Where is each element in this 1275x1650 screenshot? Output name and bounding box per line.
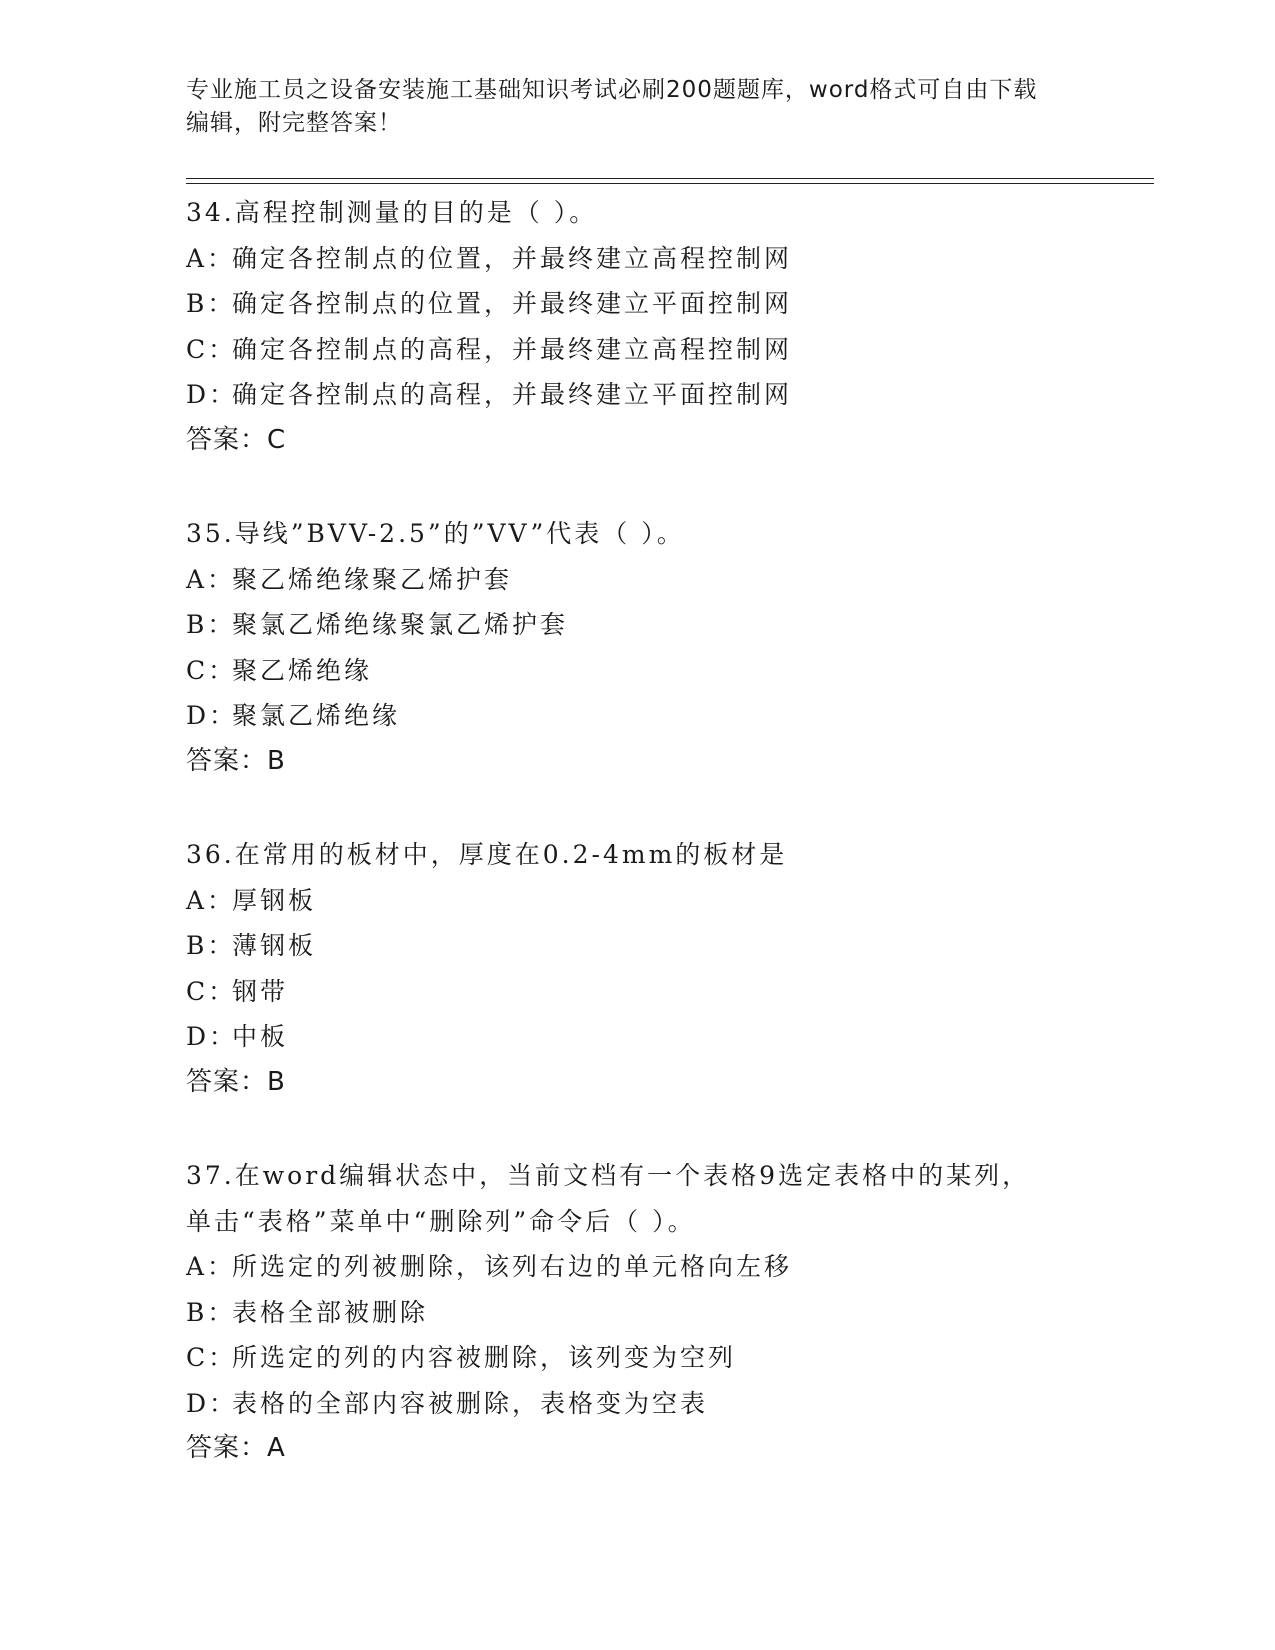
- answer-line: 答案：B: [186, 1066, 286, 1097]
- option-letter: C：: [186, 334, 237, 364]
- question-36: [186, 832, 1146, 1105]
- option-text: 确定各控制点的位置，并最终建立平面控制网: [232, 289, 793, 318]
- option-letter: C：: [186, 655, 237, 685]
- option-d: [186, 372, 1146, 418]
- question-35: [186, 511, 1146, 784]
- option-letter: B：: [186, 289, 236, 318]
- option-b: [186, 1290, 1146, 1336]
- question-stem: 34.高程控制测量的目的是（ ）。: [186, 198, 598, 227]
- option-text: 聚乙烯绝缘聚乙烯护套: [232, 564, 513, 594]
- option-d: [186, 693, 1146, 739]
- question-stem: 36.在常用的板材中，厚度在0.2-4mm的板材是: [186, 840, 788, 869]
- option-c: [186, 648, 1146, 694]
- option-text: 薄钢板: [232, 931, 317, 960]
- option-letter: A：: [186, 885, 236, 915]
- option-a: [186, 236, 1146, 282]
- option-text: 厚钢板: [232, 885, 317, 915]
- option-c: [186, 327, 1146, 373]
- header-divider: [186, 178, 1154, 184]
- option-text: 中板: [232, 1022, 289, 1051]
- question-stem-continued: 单击“表格”菜单中“删除列”命令后（ ）。: [186, 1206, 696, 1236]
- question-34: [186, 190, 1146, 463]
- question-stem: 35.导线”BVV-2.5”的”VV”代表（ ）。: [186, 519, 685, 548]
- option-text: 表格全部被删除: [232, 1297, 429, 1327]
- option-text: 表格的全部内容被删除，表格变为空表: [232, 1388, 709, 1418]
- answer-line: 答案：A: [186, 1433, 286, 1463]
- option-text: 钢带: [232, 976, 289, 1006]
- option-a: [186, 1244, 1146, 1290]
- question-list: [186, 190, 1146, 1520]
- option-letter: D：: [186, 380, 238, 409]
- option-d: [186, 1381, 1146, 1427]
- option-d: [186, 1014, 1146, 1060]
- option-b: [186, 923, 1146, 969]
- option-letter: A：: [186, 564, 236, 594]
- option-text: 确定各控制点的高程，并最终建立高程控制网: [232, 334, 793, 364]
- option-a: [186, 557, 1146, 603]
- option-letter: D：: [186, 701, 238, 730]
- question-stem: 37.在word编辑状态中，当前文档有一个表格9选定表格中的某列，: [186, 1161, 1031, 1190]
- option-letter: B：: [186, 931, 236, 960]
- option-letter: C：: [186, 976, 237, 1006]
- option-text: 聚乙烯绝缘: [232, 655, 373, 685]
- option-text: 聚氯乙烯绝缘: [232, 701, 401, 730]
- answer-line: 答案：B: [186, 745, 286, 776]
- question-37: [186, 1153, 1146, 1472]
- header-line-2: 编辑，附完整答案！: [186, 110, 402, 136]
- option-a: [186, 878, 1146, 924]
- option-letter: B：: [186, 1297, 236, 1327]
- option-letter: B：: [186, 610, 236, 639]
- option-c: [186, 1335, 1146, 1381]
- option-b: [186, 602, 1146, 648]
- option-text: 所选定的列的内容被删除，该列变为空列: [232, 1343, 737, 1372]
- option-text: 确定各控制点的高程，并最终建立平面控制网: [232, 380, 793, 409]
- option-text: 所选定的列被删除，该列右边的单元格向左移: [232, 1252, 793, 1281]
- header-line-1: 专业施工员之设备安装施工基础知识考试必刷200题题库，word格式可自由下载: [186, 77, 1038, 103]
- option-letter: A：: [186, 243, 236, 273]
- option-text: 聚氯乙烯绝缘聚氯乙烯护套: [232, 610, 569, 639]
- option-letter: C：: [186, 1343, 237, 1372]
- option-letter: D：: [186, 1022, 238, 1051]
- answer-line: 答案：C: [186, 424, 287, 455]
- document-header: [186, 74, 1086, 140]
- option-letter: D：: [186, 1388, 238, 1418]
- option-text: 确定各控制点的位置，并最终建立高程控制网: [232, 243, 793, 273]
- option-b: [186, 281, 1146, 327]
- option-letter: A：: [186, 1252, 236, 1281]
- option-c: [186, 969, 1146, 1015]
